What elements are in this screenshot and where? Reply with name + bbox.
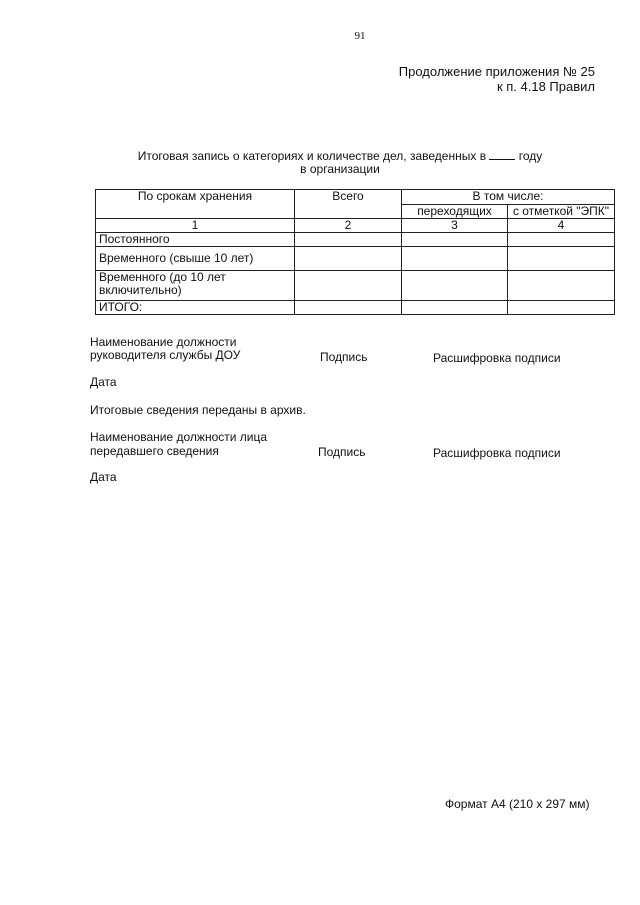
column-number-row <box>96 219 615 233</box>
header-including: В том числе: <box>402 190 615 205</box>
column-number: 3 <box>402 219 508 233</box>
paper-format-note: Формат А4 (210 х 297 мм) <box>445 797 590 811</box>
position-title-label: руководителя службы ДОУ <box>90 348 241 362</box>
cell-total <box>295 301 402 315</box>
signature-label: Подпись <box>320 350 368 364</box>
table-row <box>96 233 615 247</box>
archive-transfer-note: Итоговые сведения переданы в архив. <box>90 403 306 417</box>
cell-total <box>295 271 402 301</box>
table-row <box>96 301 615 315</box>
column-number: 1 <box>96 219 295 233</box>
header-storage-period: По срокам хранения <box>96 190 295 219</box>
table-row <box>96 271 615 301</box>
table-row <box>96 247 615 271</box>
column-number: 2 <box>295 219 402 233</box>
row-label-temporary-over-10: Временного (свыше 10 лет) <box>96 247 295 271</box>
title-line-2: в организации <box>300 162 380 176</box>
header-epk: с отметкой "ЭПК" <box>508 205 615 219</box>
column-number: 4 <box>508 219 615 233</box>
title-line-1 <box>130 149 550 163</box>
registry-table <box>95 189 615 315</box>
position-title-label: Наименование должности лица <box>90 430 268 444</box>
cell-epk <box>508 247 615 271</box>
header-transitional: переходящих <box>402 205 508 219</box>
row-label-line: включительно) <box>99 283 182 297</box>
title-year-word: году <box>518 149 543 163</box>
cell-epk <box>508 301 615 315</box>
row-label-permanent: Постоянного <box>96 233 295 247</box>
cell-transitional <box>402 301 508 315</box>
cell-epk <box>508 271 615 301</box>
cell-transitional <box>402 233 508 247</box>
signature-decryption-label: Расшифровка подписи <box>433 351 561 365</box>
position-title-label: Наименование должности <box>90 335 237 349</box>
header-total: Всего <box>295 190 402 219</box>
page-number: 91 <box>354 30 366 42</box>
row-label-temporary-up-to-10 <box>96 271 295 301</box>
signature-decryption-label: Расшифровка подписи <box>433 446 561 460</box>
document-title <box>130 149 550 176</box>
appendix-header: Продолжение приложения № 25 <box>398 64 595 79</box>
row-label-total: ИТОГО: <box>96 301 295 315</box>
position-title-label: передавшего сведения <box>90 444 219 458</box>
cell-transitional <box>402 247 508 271</box>
rules-reference: к п. 4.18 Правил <box>496 79 595 94</box>
date-label: Дата <box>90 470 117 484</box>
title-text: Итоговая запись о категориях и количестве дел, заведенных в <box>137 149 487 163</box>
signature-label: Подпись <box>318 445 366 459</box>
cell-transitional <box>402 271 508 301</box>
cell-epk <box>508 233 615 247</box>
cell-total <box>295 247 402 271</box>
cell-total <box>295 233 402 247</box>
date-label: Дата <box>90 375 117 389</box>
year-blank <box>489 149 515 160</box>
row-label-line: Временного (до 10 лет <box>99 270 226 284</box>
